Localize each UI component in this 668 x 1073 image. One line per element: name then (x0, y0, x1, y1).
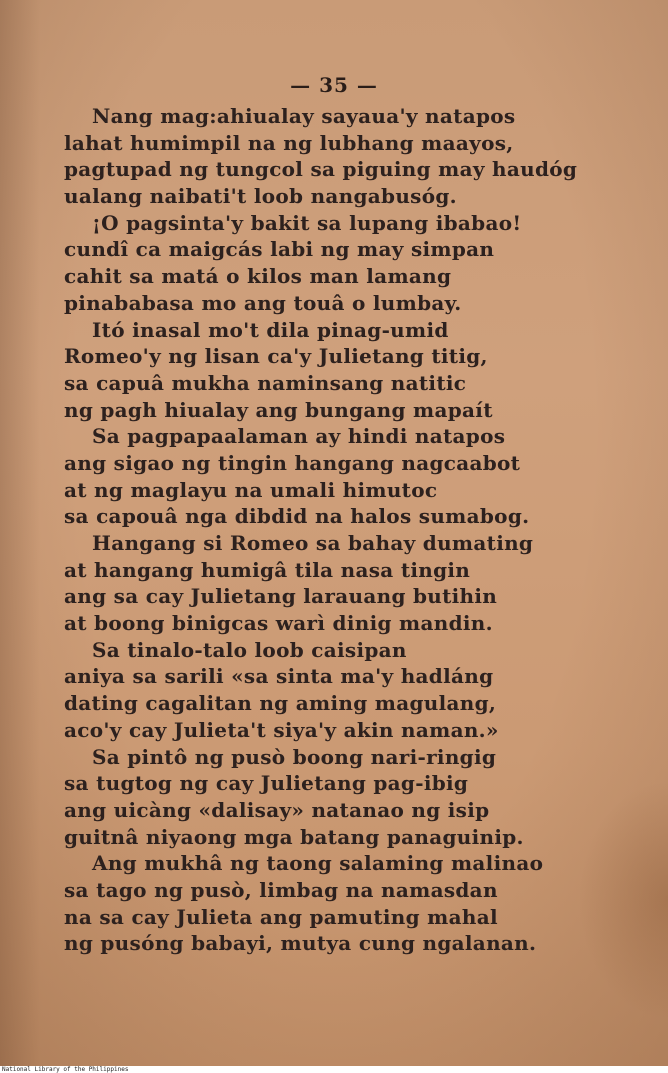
text-line: cundî ca maigcás labi ng may simpan (64, 237, 495, 262)
text-line: Romeo'y ng lisan ca'y Julietang titig, (64, 344, 488, 369)
text-line: Sa pagpapaalaman ay hindi natapos (92, 424, 506, 449)
text-line: Nang mag:ahiualay sayaua'y natapos (92, 104, 516, 128)
text-line: Ang mukhâ ng taong salaming malinao (92, 851, 544, 876)
text-line: Hangang si Romeo sa bahay dumating (92, 531, 534, 555)
page-number: — 35 — (290, 73, 378, 97)
text-line: dating cagalitan ng aming magulang, (64, 691, 497, 716)
text-line: guitnâ niyaong mga batang panaguinip. (64, 824, 524, 849)
text-line: sa tago ng pusò, limbag na namasdan (64, 877, 498, 902)
text-line: sa capouâ nga dibdid na halos sumabog. (64, 504, 530, 529)
text-line: ualang naibati't loob nangabusóg. (64, 184, 457, 209)
text-line: aco'y cay Julieta't siya'y akin naman.» (64, 717, 499, 742)
text-line: pagtupad ng tungcol sa piguing may haudóg (64, 157, 578, 182)
text-line: cahit sa matá o kilos man lamang (64, 264, 452, 289)
footer-credit: National Library of the Philippines (2, 1066, 129, 1073)
page-gutter-shadow (0, 0, 40, 1066)
text-line: Itó inasal mo't dila pinag-umid (92, 317, 449, 342)
text-line: ang sa cay Julietang larauang butihin (64, 584, 498, 609)
text-line: ng pusóng babayi, mutya cung ngalanan. (64, 931, 537, 956)
text-line: at boong binigcas warì dinig mandin. (64, 611, 493, 636)
text-line: ang uicàng «dalisay» natanao ng isip (64, 797, 490, 822)
text-line: Sa tinalo-talo loob caisipan (92, 637, 407, 662)
text-line: pinababasa mo ang touâ o lumbay. (64, 290, 462, 315)
text-line: sa tugtog ng cay Julietang pag-ibig (64, 771, 469, 796)
text-line: at ng maglayu na umali himutoc (64, 477, 438, 502)
text-line: aniya sa sarili «sa sinta ma'y hadláng (64, 664, 494, 689)
poem-text (64, 103, 624, 957)
text-line: ang sigao ng tingin hangang nagcaabot (64, 450, 521, 475)
text-line: ng pagh hiualay ang bungang mapaít (64, 397, 493, 422)
text-line: Sa pintô ng pusò boong nari-ringig (92, 744, 497, 769)
text-line: ¡O pagsinta'y bakit sa lupang ibabao! (92, 210, 522, 235)
text-line: na sa cay Julieta ang pamuting mahal (64, 904, 498, 929)
text-line: lahat humimpil na ng lubhang maayos, (64, 130, 514, 155)
text-line: sa capuâ mukha naminsang natitic (64, 370, 467, 395)
text-line: at hangang humigâ tila nasa tingin (64, 557, 471, 582)
